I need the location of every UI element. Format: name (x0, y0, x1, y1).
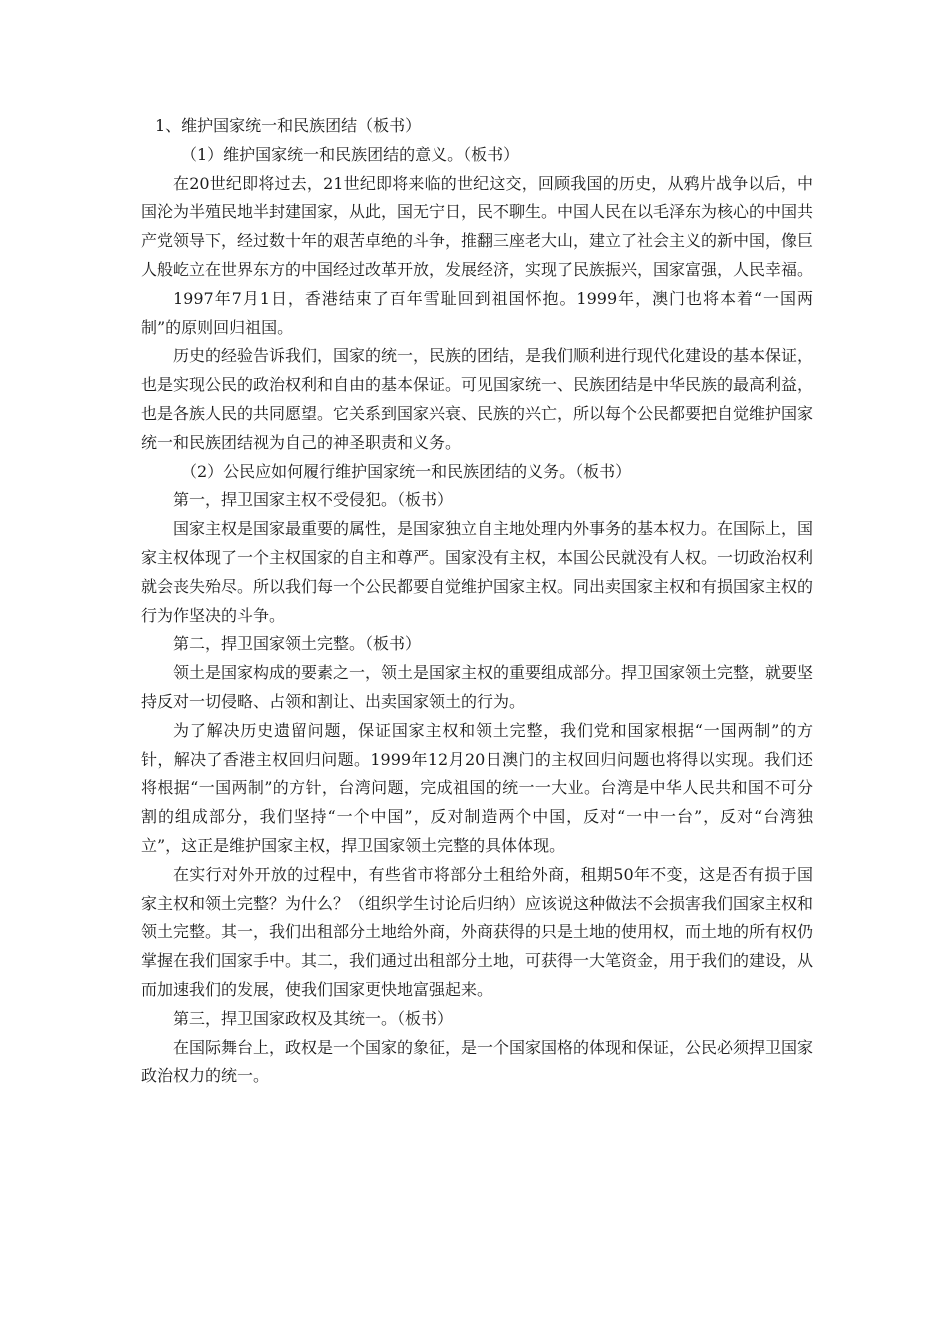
paragraph-sovereignty: 国家主权是国家最重要的属性，是国家独立自主地处理内外事务的基本权力。在国际上，国家主权体现了一个主权国家的自主和尊严。国家没有主权，本国公民就没有人权。一切政治权利就会丧失殆尽。所以我们每一个公民都要自觉维护国家主权。同出卖国家主权和有损国家主权的行为作坚决的斗争。 (141, 519, 814, 625)
paragraph-experience: 历史的经验告诉我们，国家的统一，民族的团结，是我们顺利进行现代化建设的基本保证，也是实现公民的政治权利和自由的基本保证。可见国家统一、民族团结是中华民族的最高利益，也是各族人民的共同愿望。它关系到国家兴衰、民族的兴亡，所以每个公民都要把自觉维护国家统一和民族团结视为自己的神圣职责和义务。 (141, 346, 814, 452)
section-heading: 1、维护国家统一和民族团结（板书） (155, 116, 422, 135)
paragraph-land-lease: 在实行对外开放的过程中，有些省市将部分土租给外商，租期50年不变，这是否有损于国家主权和领土完整？为什么？（组织学生讨论后归纳）应该说这种做法不会损害我们国家主权和领土完整。其一，我们出租部分土地给外商，外商获得的只是土地的使用权，而土地的所有权仍掌握在我们国家手中。其二，我们通过出租部分土地，可获得一大笔资金，用于我们的建设，从而加速我们的发展，使我们国家更快地富强起来。 (141, 864, 814, 999)
paragraph-history: 在20世纪即将过去，21世纪即将来临的世纪这交，回顾我国的历史，从鸦片战争以后，中国沦为半殖民地半封建国家，从此，国无宁日，民不聊生。中国人民在以毛泽东为核心的中国共产党领导下，经过数十年的艰苦卓绝的斗争，推翻三座老大山，建立了社会主义的新中国，像巨人般屹立在世界东方的中国经过改革开放，发展经济，实现了民族振兴，国家富强，人民幸福。 (141, 173, 814, 279)
point-heading-territory: 第二，捍卫国家领土完整。（板书） (173, 634, 422, 654)
paragraph-hongkong-macau: 1997年7月1日，香港结束了百年雪耻回到祖国怀抱。1999年，澳门也将本着“一国两制”的原则回归祖国。 (141, 288, 813, 337)
point-heading-sovereignty: 第一，捍卫国家主权不受侵犯。（板书） (173, 490, 454, 510)
point-heading-regime: 第三，捍卫国家政权及其统一。（板书） (173, 1008, 454, 1028)
subsection-heading-duties: （2）公民应如何履行维护国家统一和民族团结的义务。（板书） (181, 461, 632, 481)
paragraph-regime: 在国际舞台上，政权是一个国家的象征，是一个国家国格的体现和保证，公民必须捍卫国家政治权力的统一。 (141, 1037, 814, 1086)
paragraph-one-country-two-systems: 为了解决历史遗留问题，保证国家主权和领土完整，我们党和国家根据“一国两制”的方针，解决了香港主权回归问题。1999年12月20日澳门的主权回归问题也将得以实现。我们还将根据“一国两制”的方针，台湾问题，完成祖国的统一一大业。台湾是中华人民共和国不可分割的组成部分，我们坚持“一个中国”，反对制造两个中国，反对“一中一台”，反对“台湾独立”，这正是维护国家主权，捍卫国家领土完整的具体体现。 (141, 720, 813, 855)
paragraph-territory: 领土是国家构成的要素之一，领土是国家主权的重要组成部分。捍卫国家领土完整，就要坚持反对一切侵略、占领和割让、出卖国家领土的行为。 (141, 663, 814, 711)
subsection-heading-significance: （1）维护国家统一和民族团结的意义。（板书） (181, 144, 520, 164)
document-page (141, 112, 813, 1091)
